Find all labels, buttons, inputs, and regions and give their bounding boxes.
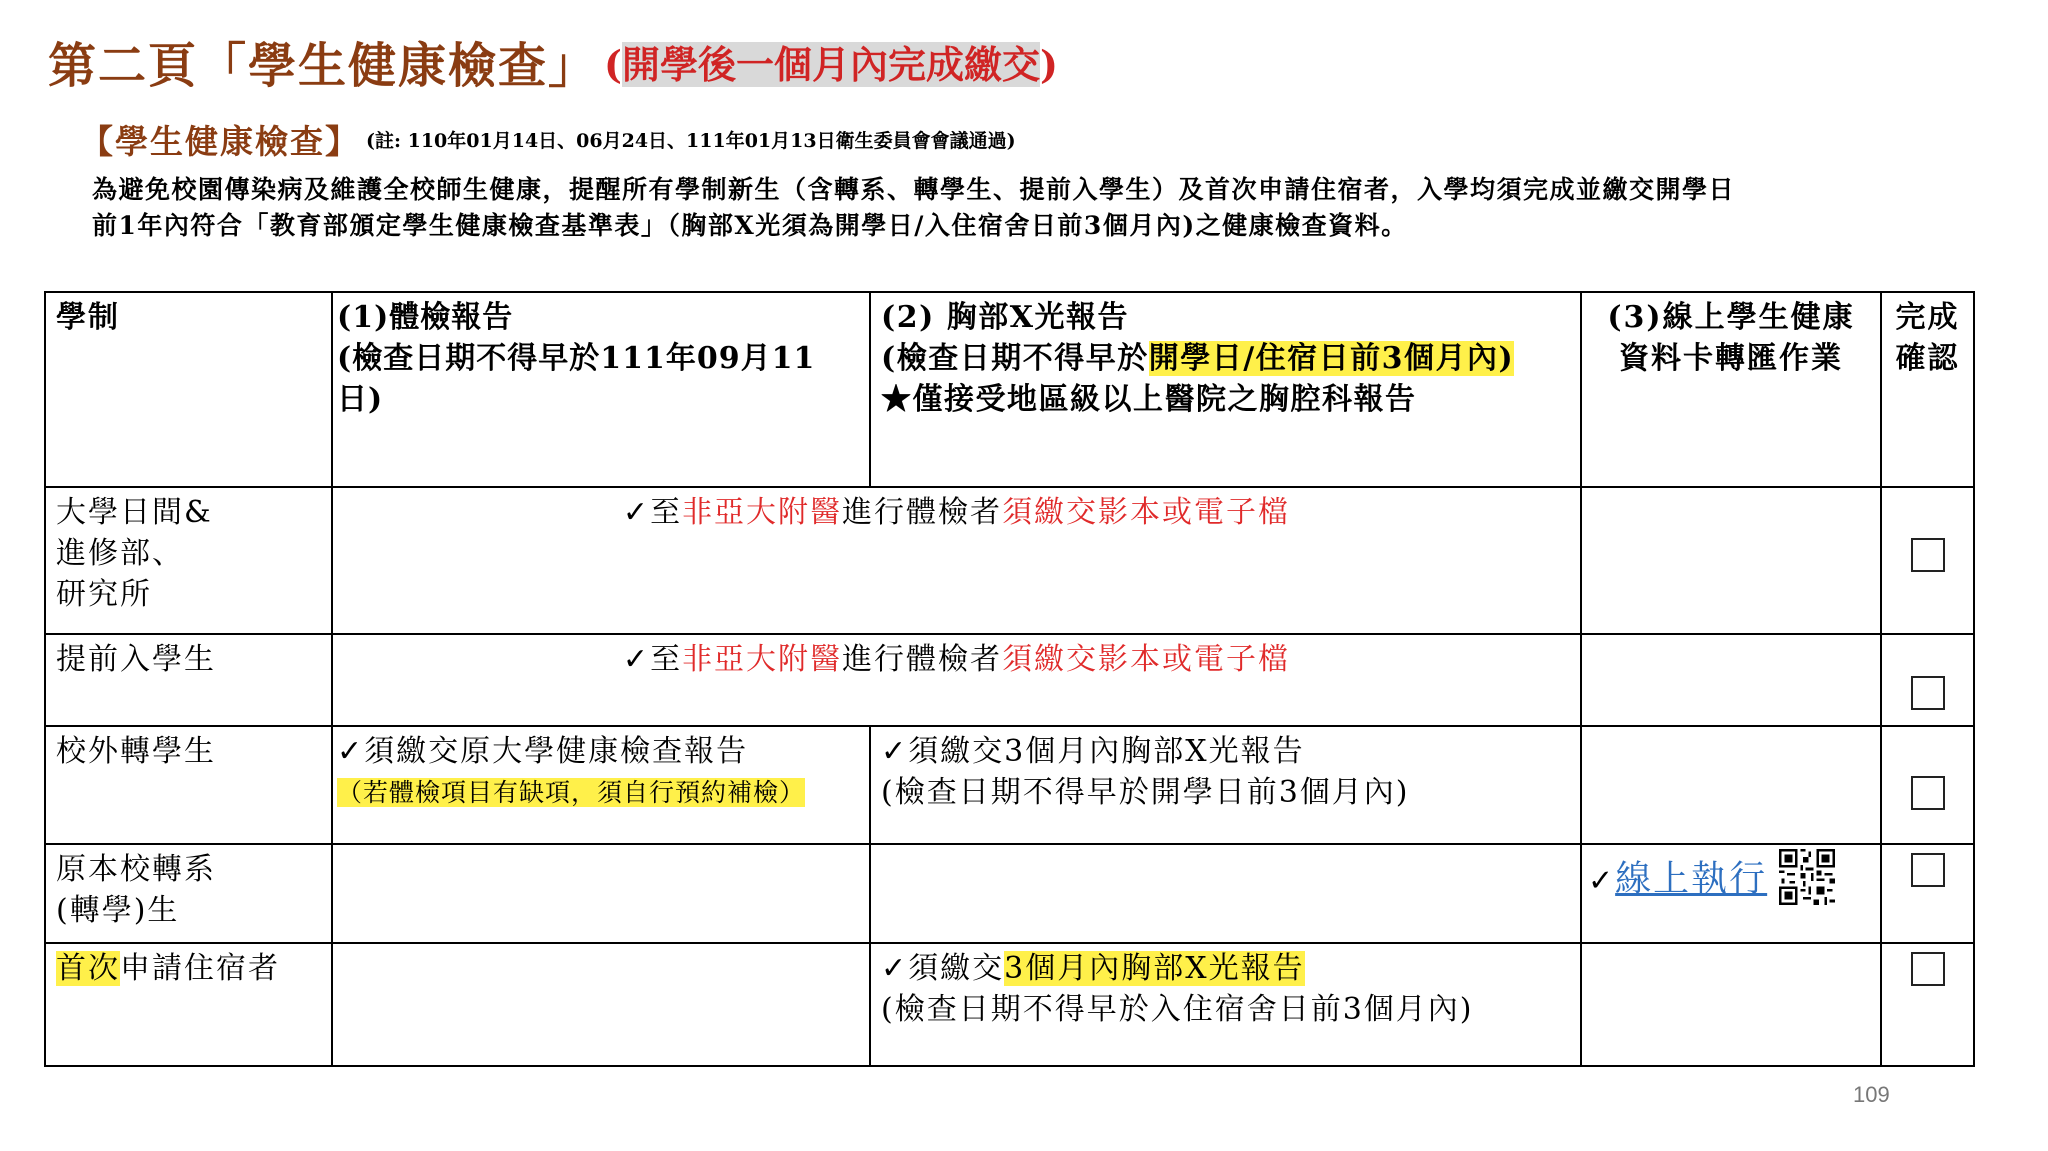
row-xray-cell: ✓須繳交3個月內胸部X光報告 (檢查日期不得早於開學日前3個月內) [870, 726, 1581, 844]
intro-line: 前1年內符合「教育部頒定學生健康檢查基準表」（胸部X光須為開學日/入住宿舍日前3個月內)之健康檢查資料。 [92, 211, 1408, 240]
header-program: 學制 [45, 292, 332, 487]
online-execute-link[interactable]: 線上執行 [1615, 858, 1768, 900]
row-physical-exam-cell: ✓須繳交原大學健康檢查報告 （若體檢項目有缺項，須自行預約補檢） [332, 726, 870, 844]
row-xray-cell [870, 844, 1581, 943]
row-online-cell [1581, 844, 1881, 943]
row-xray-cell: ✓須繳交3個月內胸部X光報告 (檢查日期不得早於入住宿舍日前3個月內) [870, 943, 1581, 1066]
completion-checkbox[interactable] [1911, 776, 1945, 810]
completion-checkbox[interactable] [1911, 538, 1945, 572]
header-physical-exam: (1)體檢報告 (檢查日期不得早於111年09月11日) [332, 292, 870, 487]
completion-checkbox[interactable] [1911, 676, 1945, 710]
page-number: 109 [1853, 1082, 1890, 1107]
row-online-cell [1581, 726, 1881, 844]
row-online-cell [1581, 487, 1881, 634]
page-title-deadline: (開學後一個月內完成繳交) [604, 41, 1058, 87]
row-program-name: 提前入學生 [45, 634, 332, 726]
page-title-deadline-text: 開學後一個月內完成繳交 [622, 41, 1041, 87]
page-title [48, 26, 1058, 96]
check-mark-icon: ✓ [1588, 863, 1616, 899]
table-row [45, 487, 1974, 634]
table-row [45, 634, 1974, 726]
xray-deadline-highlight: 開學日/住宿日前3個月內) [1148, 341, 1515, 376]
row-completion-cell [1881, 726, 1974, 844]
row-completion-cell [1881, 634, 1974, 726]
completion-checkbox[interactable] [1911, 853, 1945, 887]
section-heading-note: (註: 110年01月14日、06月24日、111年01月13日衛生委員會會議通過) [366, 129, 1016, 152]
section-heading-title: 【學生健康檢查】 [80, 121, 360, 161]
qr-code-icon[interactable] [1775, 849, 1839, 916]
table-row [45, 844, 1974, 943]
row-program-name: 大學日間& 進修部、 研究所 [45, 487, 332, 634]
health-check-table [44, 291, 1975, 1067]
intro-line: 為避免校園傳染病及維護全校師生健康，提醒所有學制新生（含轉系、轉學生、提前入學生）及首次申請住宿者，入學均須完成並繳交開學日 [92, 175, 1736, 204]
header-completion: 完成 確認 [1881, 292, 1974, 487]
check-mark-icon: ✓ [881, 951, 909, 986]
row-physical-exam-cell [332, 844, 870, 943]
check-mark-icon: ✓ [622, 495, 651, 530]
row-online-cell [1581, 943, 1881, 1066]
intro-paragraph [92, 172, 1992, 244]
row-completion-cell [1881, 487, 1974, 634]
missing-items-note: （若體檢項目有缺項，須自行預約補檢） [337, 778, 806, 807]
completion-checkbox[interactable] [1911, 952, 1945, 986]
page-title-main: 第二頁「學生健康檢查」 [48, 37, 599, 94]
check-mark-icon: ✓ [881, 734, 909, 769]
row-program-name: 校外轉學生 [45, 726, 332, 844]
row-physical-exam-cell [332, 943, 870, 1066]
row-completion-cell [1881, 844, 1974, 943]
xray-3-month-highlight: 3個月內胸部X光報告 [1004, 951, 1305, 986]
row-online-cell [1581, 634, 1881, 726]
check-mark-icon: ✓ [622, 642, 651, 677]
row-program-name: 首次申請住宿者 [45, 943, 332, 1066]
section-heading [80, 113, 1016, 165]
first-time-highlight: 首次 [56, 951, 120, 986]
row-merged-requirement: ✓至非亞大附醫進行體檢者須繳交影本或電子檔 [332, 487, 1581, 634]
row-program-name: 原本校轉系 (轉學)生 [45, 844, 332, 943]
header-chest-xray: (2) 胸部X光報告 (檢查日期不得早於開學日/住宿日前3個月內) ★僅接受地區級以上醫院之胸腔科報告 [870, 292, 1581, 487]
table-row [45, 943, 1974, 1066]
header-online-card: (3)線上學生健康 資料卡轉匯作業 [1581, 292, 1881, 487]
check-mark-icon: ✓ [337, 734, 365, 769]
row-completion-cell [1881, 943, 1974, 1066]
table-row [45, 726, 1974, 844]
table-header-row [45, 292, 1974, 487]
row-merged-requirement: ✓至非亞大附醫進行體檢者須繳交影本或電子檔 [332, 634, 1581, 726]
